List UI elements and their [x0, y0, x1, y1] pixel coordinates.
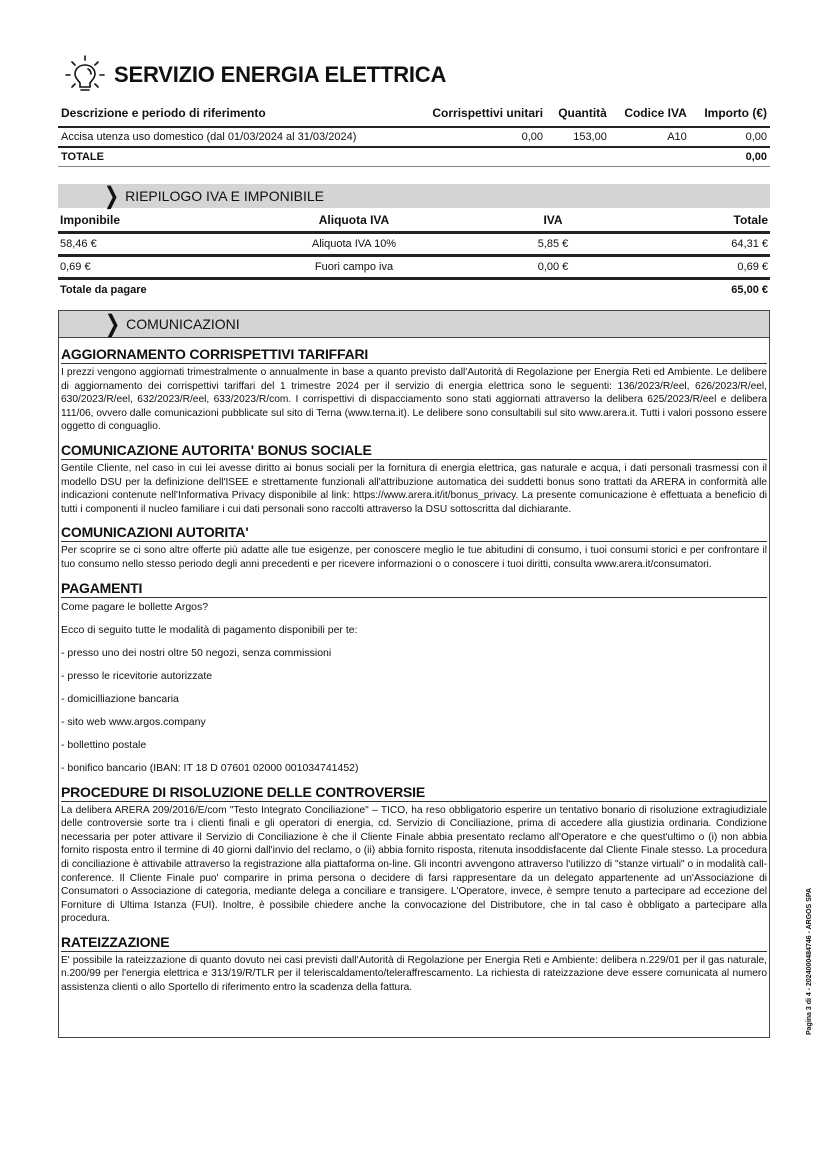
authority-section [59, 524, 769, 571]
section-heading: AGGIORNAMENTO CORRISPETTIVI TARIFFARI [61, 346, 767, 364]
vat: 0,00 € [466, 256, 640, 279]
installments-section [59, 934, 769, 995]
quantity: 153,00 [546, 127, 610, 147]
section-text: La delibera ARERA 209/2016/E/com "Testo Integrato Conciliazione" – TICO, ha reso obbligatorio esperire un tentativo bonario di risoluzione extragiudiziale delle controversie sorte tra i clienti finali e gli operatori di energia, cd. Servizio di Conciliazione, prima di accedere alla giustizia ordinaria. Condizione necessaria per poter attivare il Servizio di Conciliazione è che il Cliente Finale abbia presentato reclamo all'Operatore e che quest'ultimo o (i) non abbia fornito risposta entro il termine di 40 giorni dall'invio del reclamo, o (ii) abbia fornito risposta, ritenuta insoddisfacente dal Cliente Finale stesso. La procedura di conciliazione è attivabile attraverso la registrazione alla piattaforma on-line. Gli incontri avvengono attraverso l'utilizzo di "stanze virtuali" o in modalità call-conference. Il Cliente Finale puo' comparire in prima persona o decidere di farsi rappresentare da un delegato appartenente ad un'Associazione di Consumatori o Associazione di categoria, mediante delega a conciliare e transigere. L'Operatore, invece, è sempre tenuto a partecipare ad eccezione del Forniture di Ultima Istanza (FUI). Inoltre, è possibile chiedere anche la convocazione del Distributore, che in tal caso è obbligato a partecipare alla procedura. [61, 804, 767, 925]
grand-total-row [58, 279, 770, 301]
payment-line: Ecco di seguito tutte le modalità di pagamento disponibili per te: [61, 623, 358, 636]
table-row [58, 127, 770, 147]
charges-table [58, 102, 770, 167]
total-value: 0,00 [690, 147, 770, 167]
vat-summary-table [58, 210, 770, 300]
col-description: Descrizione e periodo di riferimento [58, 102, 410, 127]
section-title: RIEPILOGO IVA E IMPONIBILE [125, 188, 325, 204]
col-amount: Importo (€) [690, 102, 770, 127]
payment-line: - sito web www.argos.company [61, 715, 206, 728]
section-heading: RATEIZZAZIONE [61, 934, 767, 952]
total-row [58, 147, 770, 167]
lightbulb-icon [62, 52, 108, 98]
chevron-right-icon: ❯ [105, 310, 121, 337]
col-vat: IVA [466, 210, 640, 233]
col-unit-price: Corrispettivi unitari [410, 102, 546, 127]
section-heading: COMUNICAZIONE AUTORITA' BONUS SOCIALE [61, 442, 767, 460]
section-heading: COMUNICAZIONI AUTORITA' [61, 524, 767, 542]
col-vat-code: Codice IVA [610, 102, 690, 127]
rate: Fuori campo iva [242, 256, 466, 279]
amount: 0,00 [690, 127, 770, 147]
taxable: 58,46 € [58, 233, 242, 256]
col-total: Totale [640, 210, 770, 233]
col-rate: Aliquota IVA [242, 210, 466, 233]
table-row [58, 233, 770, 256]
page-title: SERVIZIO ENERGIA ELETTRICA [114, 62, 447, 87]
grand-total-label: Totale da pagare [60, 284, 147, 296]
total: 64,31 € [640, 233, 770, 256]
section-text: Gentile Cliente, nel caso in cui lei avesse diritto ai bonus sociali per la fornitura di energia elettrica, gas naturale e acqua, i dati personali trasmessi con il modello DSU per la definizione dell'ISEE e strettamente funzionali all'attribuzione automatica dei suddetti bonus sono trattati da ARERA in conformità alle indicazioni contenute nell'Informativa Privacy disponibile al link: https://www.arera.it/it/bonus_privacy. La presente comunicazione è effettuata a beneficio di tutti i componenti il nucleo familiare i cui dati personali sono raccolti attraverso la DSU sottoscritta dal dichiarante. [61, 462, 767, 515]
taxable: 0,69 € [58, 256, 242, 279]
payment-line: - presso uno dei nostri oltre 50 negozi, senza commissioni [61, 646, 332, 659]
table-row [58, 256, 770, 279]
payment-line: - domicilliazione bancaria [61, 692, 179, 705]
social-bonus-section [59, 442, 769, 516]
section-text: E' possibile la rateizzazione di quanto dovuto nei casi previsti dall'Autorità di Regolazione per Energia Reti e Ambiente: delibera n.229/01 per il gas naturale, n.200/99 per l'energia elettrica e 313/19/R/TLR per il teleriscaldamento/teleraffrescamento. La richiesta di rateizzazione deve essere comunicata al numero assistenza clienti o allo Sportello di riferimento entro la scadenza della fattura. [61, 954, 767, 994]
vat-code: A10 [610, 127, 690, 147]
payment-line: - presso le ricevitorie autorizzate [61, 669, 213, 682]
page-header [62, 52, 446, 98]
grand-total-value: 65,00 € [731, 284, 768, 296]
rate: Aliquota IVA 10% [242, 233, 466, 256]
communications-box [58, 310, 770, 1038]
section-text: I prezzi vengono aggiornati trimestralmente o annualmente in base a quanto previsto dall'Autorità di Regolazione per Energia Reti ed Ambiente. Le delibere di aggiornamento dei corrispettivi tariffari del 1 trimestre 2024 per il servizio di energia elettrica sono le seguenti: 136/2023/R/eel, 626/2023/R/eel, 630/2023/R/eel, 632/2023/R/eel, 633/2023/R/com. I corrispettivi di dispacciamento sono stati aggiornati attraverso la delibera 625/2023/R/eel e delibera 111/06, ovvero dalle comunicazioni pubblicate sul sito di Terna (www.terna.it). Le delibere sono consultabili sul sito www.arera.it. Tutti i valori possono essere oggetto di conguaglio. [61, 367, 767, 433]
disputes-section [59, 784, 769, 926]
page-footer-vertical: Pagina 3 di 4 - 2024000484746 - ARGOS SPA [806, 887, 813, 1035]
section-text: Per scoprire se ci sono altre offerte più adatte alle tue esigenze, per conoscere meglio le tue abitudini di consumo, i tuoi consumi storici e per confrontare il tuo consumo nello stesso periodo degli anni precedenti e per ricevere informazioni o o conoscere i tuoi diritti, consulta www.arera.it/consumatori. [61, 545, 767, 570]
payment-line: Come pagare le bollette Argos? [61, 600, 209, 613]
col-quantity: Quantità [546, 102, 610, 127]
section-title: COMUNICAZIONI [126, 316, 240, 332]
tariff-update-section [59, 346, 769, 434]
total-label: TOTALE [58, 147, 410, 167]
unit-price: 0,00 [410, 127, 546, 147]
vat: 5,85 € [466, 233, 640, 256]
communications-header [59, 311, 769, 338]
description: Accisa utenza uso domestico (dal 01/03/2024 al 31/03/2024) [58, 127, 410, 147]
section-heading: PROCEDURE DI RISOLUZIONE DELLE CONTROVERSIE [61, 784, 767, 802]
payment-line: - bollettino postale [61, 738, 147, 751]
total: 0,69 € [640, 256, 770, 279]
chevron-right-icon: ❯ [104, 182, 120, 209]
payments-section [59, 580, 769, 775]
section-heading: PAGAMENTI [61, 580, 767, 598]
col-taxable: Imponibile [58, 210, 242, 233]
vat-summary-header [58, 184, 770, 208]
payment-line: - bonifico bancario (IBAN: IT 18 D 07601 02000 001034741452) [61, 761, 359, 774]
